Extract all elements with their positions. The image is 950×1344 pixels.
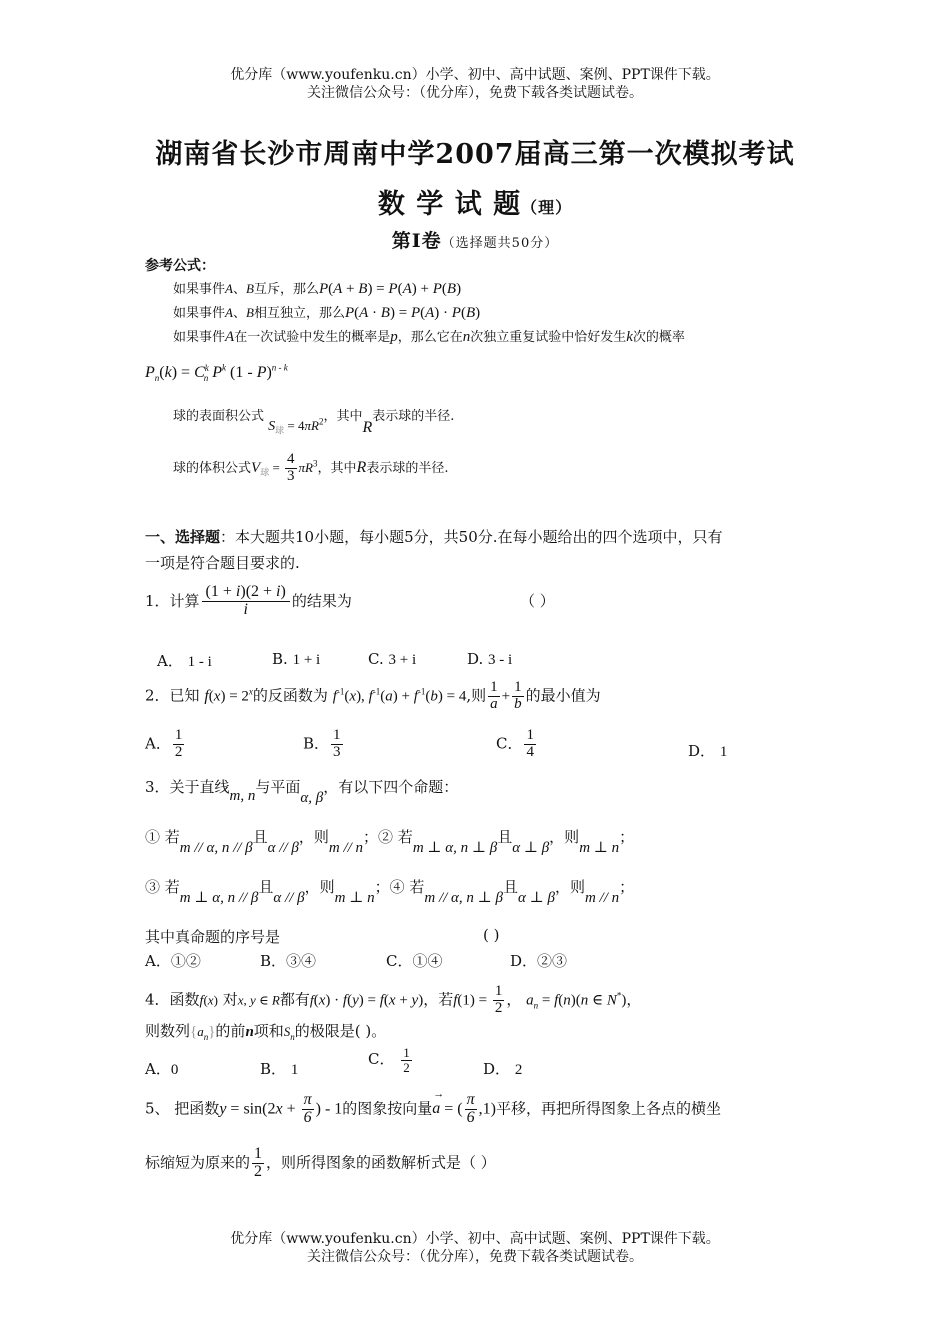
text: 项和 bbox=[253, 1022, 284, 1040]
text: 2 bbox=[174, 743, 183, 760]
text: C． bbox=[368, 1050, 395, 1069]
text: ，有以下四个命题： bbox=[323, 778, 459, 796]
text: ； bbox=[619, 878, 635, 896]
formula-sphere-area: 球的表面积公式 $S_球 = 4\pi R^2$，其中R表示球的半径. bbox=[173, 409, 455, 437]
text: 3．关于直线 bbox=[145, 778, 230, 796]
text: 互斥，那么 bbox=[253, 282, 319, 297]
text: ，其中 bbox=[317, 460, 357, 476]
question-4-line-1: 4．函数f(x) 对x, y ∈ R都有f(x) · f(y) = f(x + y)，若f(1) = $\frac{1}{2}$ ， $a_n = f(n)(n$ ∈ N*)， bbox=[145, 983, 642, 1016]
text: 3 + i bbox=[388, 652, 417, 668]
text: 球的体积公式 bbox=[173, 460, 252, 476]
footer-line-1: 优分库（www.youfenku.cn）小学、初中、高中试题、案例、PPT课件下载。 bbox=[230, 1231, 720, 1247]
section1-line-2: 一项是符合题目要求的. bbox=[145, 554, 300, 572]
text: 且 bbox=[502, 878, 518, 896]
footer-line-2: 关注微信公众号：（优分库），免费下载各类试题试卷。 bbox=[307, 1249, 643, 1265]
text: ， bbox=[506, 990, 522, 1009]
text: 次独立重复试验中恰好发生 bbox=[470, 330, 627, 345]
text: B． bbox=[260, 1060, 287, 1078]
text: 表示球的半径. bbox=[372, 409, 455, 424]
question-1: 1．计算 $\frac{(1 + i)(2 + i)}{i}$ 的结果为 bbox=[145, 583, 352, 618]
text: ① 若 bbox=[145, 828, 180, 846]
q1-option-d[interactable] bbox=[467, 650, 512, 669]
question-4-line-2: 则数列$\{a_n\}$的前n项和$S_n$的极限是( )。 bbox=[145, 1022, 387, 1042]
q3-answer-paren: ( ) bbox=[483, 926, 500, 944]
text: n bbox=[245, 1024, 254, 1040]
q4-option-b[interactable] bbox=[260, 1058, 298, 1079]
q1-option-c[interactable] bbox=[368, 650, 416, 669]
text: 3 - i bbox=[488, 652, 513, 668]
text: 1 bbox=[719, 744, 728, 760]
q3-ask: 其中真命题的序号是 bbox=[145, 928, 281, 946]
question-5-line-2: 标缩短为原来的 $\frac{1}{2}$ ，则所得图象的函数解析式是（ ） bbox=[145, 1145, 496, 1180]
text: 在一次试验中发生的概率是 bbox=[234, 330, 391, 345]
q2-option-b[interactable] bbox=[303, 728, 345, 761]
text: ；④ 若 bbox=[374, 878, 425, 896]
q4-option-a[interactable] bbox=[145, 1058, 178, 1079]
text: ，那么它在 bbox=[397, 330, 463, 345]
text: A． bbox=[145, 1060, 171, 1078]
text: 的最小值为 bbox=[525, 686, 601, 705]
q4-option-d[interactable] bbox=[483, 1058, 522, 1079]
header-line-2: 关注微信公众号：（优分库），免费下载各类试题试卷。 bbox=[307, 85, 643, 101]
text: D. bbox=[467, 650, 484, 668]
q3-propositions-3-4: ③ 若m ⊥ α, n // β且α // β，则m ⊥ n；④ 若m // α, n ⊥ β且α ⊥ β，则m // n； bbox=[145, 878, 635, 906]
text: 1 bbox=[333, 727, 341, 743]
text: 球 bbox=[260, 468, 270, 479]
text: 球的表面积公式 bbox=[173, 409, 265, 424]
text: 1 bbox=[174, 727, 183, 743]
q3-propositions-1-2: ① 若m // α, n // β且α // β，则m // n；② 若m ⊥ α, n ⊥ β且α ⊥ β，则m ⊥ n； bbox=[145, 828, 635, 856]
text: D． bbox=[688, 742, 716, 760]
text: ，则 bbox=[298, 828, 329, 846]
text: 且 bbox=[252, 828, 268, 846]
q3-option-d[interactable]: D．②③ bbox=[510, 952, 568, 970]
text: ，则 bbox=[304, 878, 335, 896]
q2-option-d[interactable] bbox=[688, 740, 727, 761]
text: 3 bbox=[333, 743, 341, 760]
text: 如果事件 bbox=[173, 282, 226, 297]
text: ，则 bbox=[549, 828, 580, 846]
text: 1 bbox=[290, 1062, 299, 1078]
text: ；② 若 bbox=[363, 828, 413, 846]
text: C． bbox=[496, 734, 523, 753]
text: ，则 bbox=[554, 878, 585, 896]
formula-exclusive: 如果事件A、B互斥，那么P(A + B) = P(A) + P(B) bbox=[173, 281, 462, 297]
formula-binomial-text: 如果事件A在一次试验中发生的概率是p，那么它在n次独立重复试验中恰好发生k次的概率 bbox=[173, 329, 685, 345]
text: 的结果为 bbox=[291, 592, 352, 610]
text: ，则所得图象的函数解析式是（ ） bbox=[266, 1153, 496, 1172]
exam-subtitle bbox=[0, 182, 950, 221]
text: ，其中 bbox=[323, 409, 363, 424]
subject-title: 数 学 试 题 bbox=[377, 189, 522, 220]
text: 的反函数为 bbox=[252, 686, 328, 705]
text: 2 bbox=[514, 1062, 523, 1078]
text: 对 bbox=[222, 990, 238, 1009]
text: 0 bbox=[170, 1062, 179, 1078]
q2-option-a[interactable] bbox=[145, 728, 186, 761]
volume-note: （选择题共50分） bbox=[441, 236, 559, 251]
text: 且 bbox=[497, 828, 513, 846]
text: 4．函数 bbox=[145, 990, 200, 1009]
text: ； bbox=[619, 828, 635, 846]
text: 的图象按向量 bbox=[342, 1099, 433, 1118]
q1-answer-paren: （ ） bbox=[520, 592, 555, 610]
text: 球 bbox=[275, 426, 285, 437]
text: ：本大题共10小题，每小题5分，共50分.在每小题给出的四个选项中，只有 bbox=[220, 528, 723, 546]
text: 5、 把函数 bbox=[145, 1099, 220, 1118]
q4-option-c[interactable]: C． $\frac{1}{2}$ bbox=[368, 1045, 410, 1075]
text: 1 bbox=[514, 679, 522, 695]
text: 1 bbox=[526, 727, 534, 743]
header-line-1: 优分库（www.youfenku.cn）小学、初中、高中试题、案例、PPT课件下载。 bbox=[230, 67, 720, 83]
text: 标缩短为原来的 bbox=[145, 1153, 251, 1172]
text: 如果事件 bbox=[173, 306, 226, 321]
text: 相互独立，那么 bbox=[253, 306, 345, 321]
text: 平移，再把所得图象上各点的横坐 bbox=[495, 1099, 721, 1118]
text: ,则 bbox=[466, 686, 487, 705]
exam-title: 湖南省长沙市周南中学2007届高三第一次模拟考试 bbox=[155, 139, 795, 170]
subject-note: （理） bbox=[521, 198, 573, 217]
text: A． bbox=[145, 734, 171, 753]
text: 1 + i bbox=[292, 652, 321, 668]
text: 1 bbox=[490, 679, 498, 695]
formulas-heading: 参考公式： bbox=[145, 258, 215, 274]
section1-line-1: 一、选择题：本大题共10小题，每小题5分，共50分.在每小题给出的四个选项中，只有 bbox=[145, 528, 723, 546]
text: C. bbox=[368, 650, 384, 668]
formula-independent: 如果事件A、B相互独立，那么P(A · B) = P(A) · P(B) bbox=[173, 305, 481, 321]
text: 的前 bbox=[215, 1022, 246, 1040]
text: 、 bbox=[232, 306, 246, 321]
text: 如果事件 bbox=[173, 330, 226, 345]
text: 表示球的半径. bbox=[366, 460, 449, 476]
text: 、 bbox=[232, 282, 246, 297]
text: 2．已知 bbox=[145, 686, 200, 705]
text: 1．计算 bbox=[145, 592, 200, 610]
text: 都有 bbox=[279, 990, 310, 1009]
text: 与平面 bbox=[255, 778, 301, 796]
q1-option-a[interactable] bbox=[157, 650, 212, 671]
text: 且 bbox=[258, 878, 274, 896]
question-2: 2．已知 $f(x) = 2^x$的反函数为 $f^{-1}(x)$, $f^{-1}(a) + f^{-1}(b) = 4$,则 $\frac{1}{a}$ + $\frac{1}{b}$ 的最小值为 bbox=[145, 679, 601, 712]
text: B． bbox=[303, 734, 330, 753]
q2-option-c[interactable] bbox=[496, 728, 538, 761]
volume-label: 第Ⅰ卷 bbox=[391, 230, 442, 252]
q3-option-b[interactable]: B．③④ bbox=[260, 952, 317, 970]
text: ③ 若 bbox=[145, 878, 180, 896]
text: D． bbox=[483, 1060, 511, 1078]
q3-option-c[interactable]: C．①④ bbox=[386, 952, 443, 970]
q1-option-b[interactable] bbox=[272, 650, 320, 669]
question-3: 3．关于直线m, n与平面α, β，有以下四个命题： bbox=[145, 778, 459, 806]
text: 则数列 bbox=[145, 1022, 191, 1040]
q3-option-a[interactable]: A．①② bbox=[145, 952, 201, 970]
text: ，若 bbox=[423, 990, 454, 1009]
volume-title bbox=[0, 226, 950, 253]
formula-sphere-volume: 球的体积公式$V_球$ = $\frac{4}{3}$ $\pi R^3$，其中R表示球的半径. bbox=[173, 451, 449, 484]
question-5-line-1: 5、 把函数y = sin(2x + $\frac{\pi}{6}$ ) - 1的图象按向量 → a = ( $\frac{\pi}{6}$ ,1)平移，再把所得图象上各点的横坐 bbox=[145, 1088, 721, 1126]
text: A． bbox=[157, 652, 183, 670]
formula-binomial: $P_n(k) = C^k_n$ $P^k$ (1 - P)$^{n - k}$ bbox=[145, 362, 288, 384]
text: B. bbox=[272, 650, 288, 668]
text: 4 bbox=[526, 743, 534, 760]
text: 的极限是( )。 bbox=[294, 1022, 387, 1040]
text: 次的概率 bbox=[632, 330, 685, 345]
text: 1 - i bbox=[187, 654, 212, 670]
